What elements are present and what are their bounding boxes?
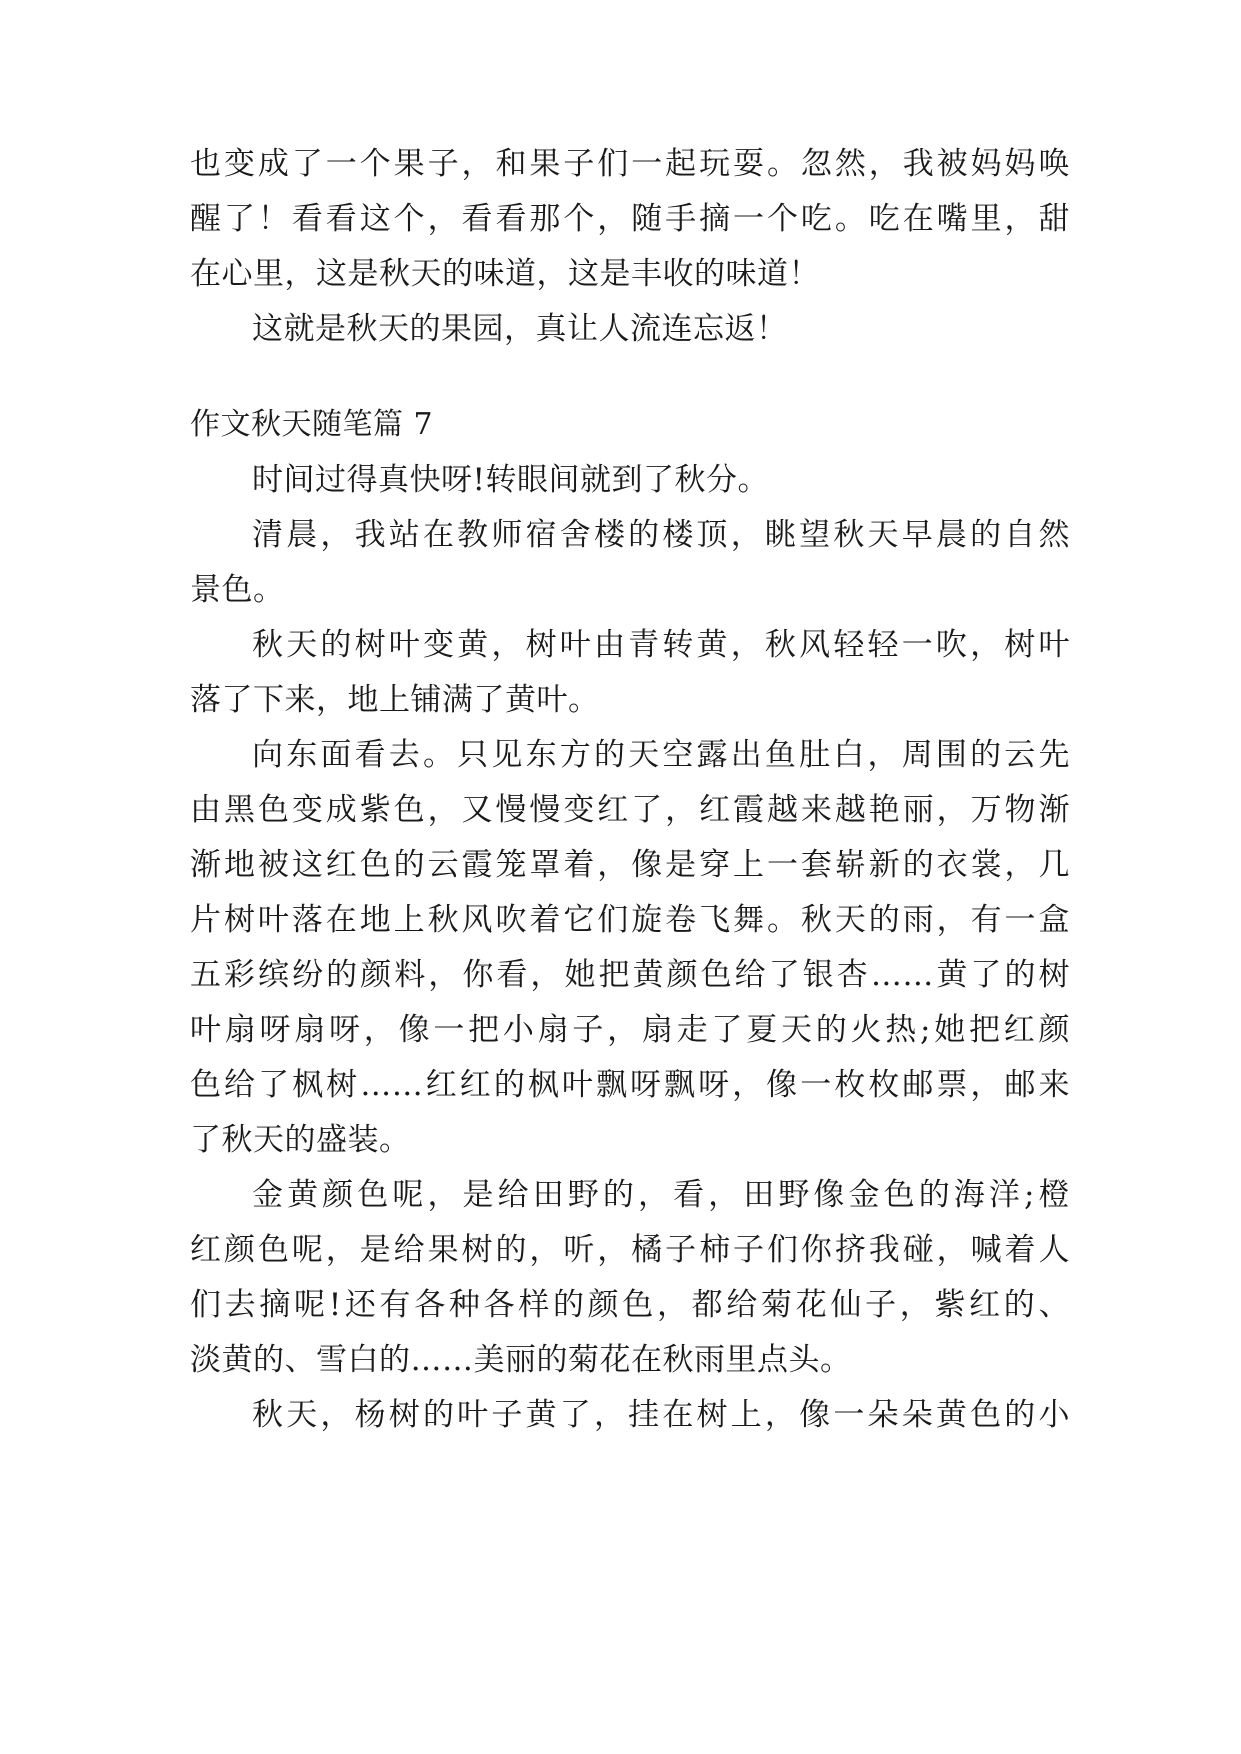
paragraph-line: 淡黄的、雪白的……美丽的菊花在秋雨里点头。 (190, 1342, 852, 1378)
paragraph-line: 秋天的树叶变黄，树叶由青转黄，秋风轻轻一吹，树叶 (252, 627, 1070, 663)
paragraph-line: 五彩缤纷的颜料，你看，她把黄颜色给了银杏……黄了的树 (190, 957, 1070, 993)
paragraph-line: 向东面看去。只见东方的天空露出鱼肚白，周围的云先 (252, 737, 1070, 773)
paragraph-line: 金黄颜色呢，是给田野的，看，田野像金色的海洋;橙 (252, 1177, 1070, 1213)
paragraph-line: 在心里，这是秋天的味道，这是丰收的味道！ (190, 256, 820, 292)
paragraph-line: 秋天，杨树的叶子黄了，挂在树上，像一朵朵黄色的小 (252, 1397, 1070, 1433)
paragraph-line: 渐地被这红色的云霞笼罩着，像是穿上一套崭新的衣裳，几 (190, 847, 1070, 883)
paragraph-line: 景色。 (190, 572, 285, 608)
paragraph-line: 们去摘呢!还有各种各样的颜色，都给菊花仙子，紫红的、 (190, 1287, 1070, 1323)
paragraph-line: 醒了！看看这个，看看那个，随手摘一个吃。吃在嘴里，甜 (190, 201, 1070, 237)
section-title: 作文秋天随笔篇 7 (190, 407, 434, 442)
paragraph-line: 色给了枫树……红红的枫叶飘呀飘呀，像一枚枚邮票，邮来 (190, 1067, 1070, 1103)
paragraph-line: 落了下来，地上铺满了黄叶。 (190, 682, 600, 718)
paragraph-line: 时间过得真快呀!转眼间就到了秋分。 (252, 462, 769, 498)
paragraph-line: 由黑色变成紫色，又慢慢变红了，红霞越来越艳丽，万物渐 (190, 792, 1070, 828)
paragraph-line: 了秋天的盛装。 (190, 1122, 411, 1158)
paragraph-line: 红颜色呢，是给果树的，听，橘子柿子们你挤我碰，喊着人 (190, 1232, 1070, 1268)
paragraph-line: 片树叶落在地上秋风吹着它们旋卷飞舞。秋天的雨，有一盒 (190, 902, 1070, 938)
paragraph-line: 这就是秋天的果园，真让人流连忘返！ (252, 311, 788, 347)
paragraph-line: 叶扇呀扇呀，像一把小扇子，扇走了夏天的火热;她把红颜 (190, 1012, 1070, 1048)
paragraph-line: 清晨，我站在教师宿舍楼的楼顶，眺望秋天早晨的自然 (252, 517, 1070, 553)
paragraph-line: 也变成了一个果子，和果子们一起玩耍。忽然，我被妈妈唤 (190, 146, 1070, 182)
